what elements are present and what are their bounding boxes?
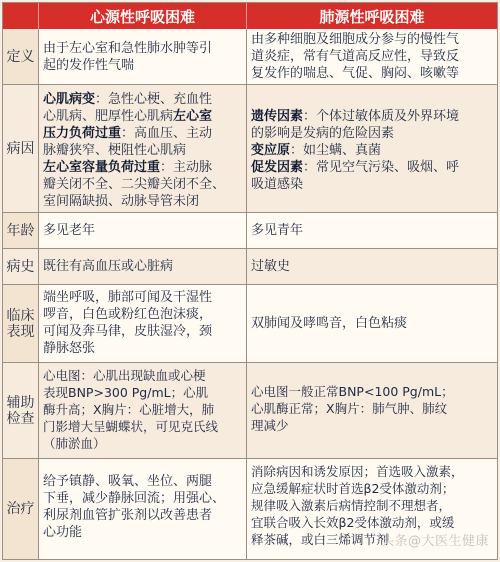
- row-label-history: 病史: [3, 249, 39, 285]
- pulmonary-etiology: 遗传因素：个体过敏体质及外界环境 的影响是发病的危险因素 变应原：如尘螨、真菌 促发因素：常见空气污染、吸烟、呼 吸道感染: [247, 85, 497, 213]
- row-label-treatment: 治疗: [3, 459, 39, 559]
- pulmonary-definition: 由多种细胞及细胞成分参与的慢性气 道炎症，常有气道高反应性，导致反 复发作的喘息、气促、胸闷、咳嗽等: [247, 29, 497, 85]
- row-label-etiology: 病因: [3, 85, 39, 213]
- pulmonary-clinical: 双肺闻及哮鸣音，白色粘痰: [247, 285, 497, 363]
- pulmonary-age: 多见青年: [247, 213, 497, 249]
- cardiac-exam: 心电图：心肌出现缺血或心梗 表现BNP>300 Pg/mL；心肌 酶升高；X胸片：心脏增大，肺 门影增大呈蝴蝶状，可见克氏线 （肺淤血）: [39, 363, 247, 459]
- pulmonary-history: 过敏史: [247, 249, 497, 285]
- cardiac-treatment: 给予镇静、吸氧、坐位、两腿 下垂，减少静脉回流；用强心、 利尿剂血管扩张剂以改善患者 心功能: [39, 459, 247, 559]
- row-label-clinical: 临床表现: [3, 285, 39, 363]
- row-label-definition: 定义: [3, 29, 39, 85]
- cardiac-etiology: 心肌病变：急性心梗、充血性 心肌病、肥厚性心肌病左心室 压力负荷过重：高血压、主动 脉瓣狭窄、梗阻性心肌病 左心室容量负荷过重：主动脉 瓣关闭不全、二尖瓣关闭不全、 室间隔缺损、动脉导管未闭: [39, 85, 247, 213]
- cardiac-history: 既往有高血压或心脏病: [39, 249, 247, 285]
- pulmonary-exam: 心电图一般正常BNP<100 Pg/mL； 心肌酶正常；X胸片：肺气肿、肺纹 理减少: [247, 363, 497, 459]
- pulmonary-treatment: 消除病因和诱发原因；首选吸入激素， 应急缓解症状时首选β2受体激动剂； 规律吸入激素后病情控制不理想者， 宜联合吸入长效β2受体激动剂，或缓 释茶碱，或白三烯调节剂: [247, 459, 497, 559]
- header-corner: [3, 3, 39, 29]
- cardiac-clinical: 端坐呼吸，肺部可闻及干湿性 啰音，白色或粉红色泡沫痰， 可闻及奔马律，皮肤湿冷，颈 静脉怒张: [39, 285, 247, 363]
- cardiac-definition: 由于左心室和急性肺水肿等引 起的发作性气喘: [39, 29, 247, 85]
- watermark: 头条@大医生健康: [380, 534, 489, 549]
- cardiac-age: 多见老年: [39, 213, 247, 249]
- row-label-age: 年龄: [3, 213, 39, 249]
- header-cardiac: 心源性呼吸困难: [39, 3, 247, 29]
- comparison-table: [2, 2, 498, 560]
- row-label-exam: 辅助检查: [3, 363, 39, 459]
- header-pulmonary: 肺源性呼吸困难: [247, 3, 497, 29]
